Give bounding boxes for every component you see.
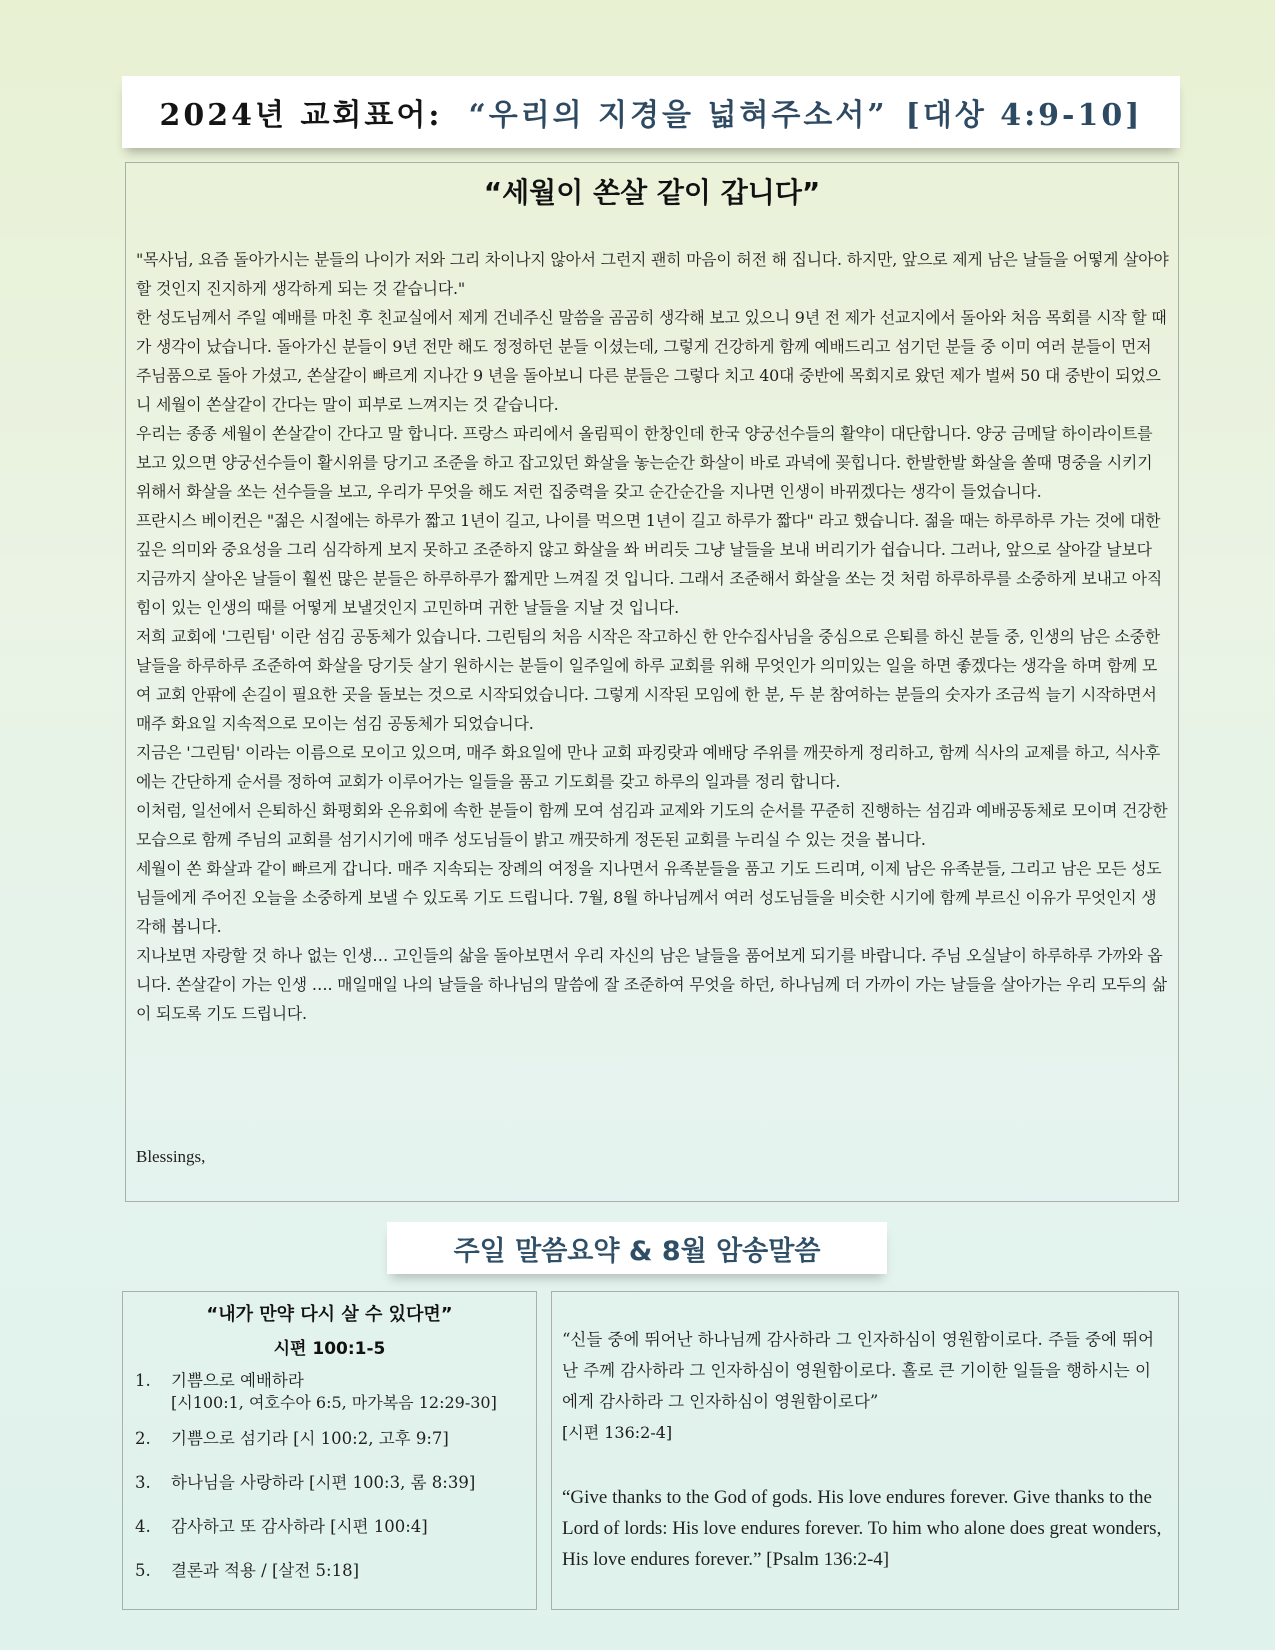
motto-text: “우리의 지경을 넓혀주소서” [468,98,888,133]
section-title: 주일 말씀요약 & 8월 암송말씀 [387,1222,887,1274]
point-number: 3. [135,1473,151,1492]
sermon-point [135,1516,530,1538]
sermon-title: “내가 만약 다시 살 수 있다면” [206,1304,453,1325]
sermon-point [135,1370,530,1414]
point-text: 결론과 적용 / [살전 5:18] [171,1561,360,1580]
pastor-letter [125,162,1179,1202]
church-motto-banner [122,76,1180,148]
letter-paragraph: 지나보면 자랑할 것 하나 없는 인생… 고인들의 삶을 돌아보면서 우리 자신의 남은 날들을 품어보게 되기를 바랍니다. 주님 오실날이 하루하루 가까와 옵니다. 쏜살같이 가는 인생 …. 매일매일 나의 날들을 하나님의 말씀에 잘 조준하여 무엇을 하던, 하나님께 더 가까이 가는 날들을 살아가는 우리 모두의 삶이 되도록 기도 드립니다. [136,946,1167,1023]
point-text: 감사하고 또 감사하라 [시편 100:4] [171,1517,428,1536]
point-number: 2. [135,1429,151,1448]
motto-label: 2024년 교회표어: [159,98,443,133]
sermon-point [135,1560,530,1582]
sermon-point [135,1428,530,1450]
memory-verse-korean-reference: [시편 136:2-4] [562,1423,673,1442]
point-subtext: [시100:1, 여호수아 6:5, 마가복음 12:29-30] [171,1393,497,1412]
memory-verse [551,1291,1179,1610]
point-number: 5. [135,1561,151,1580]
letter-body [136,245,1170,1028]
letter-paragraph: 이처럼, 일선에서 은퇴하신 화평회와 온유회에 속한 분들이 함께 모여 섬김과 교제와 기도의 순서를 꾸준히 진행하는 섬김과 예배공동체로 모이며 건강한 모습으로 함께 주님의 교회를 섬기시기에 매주 성도님들이 밝고 깨끗하게 정돈된 교회를 누리실 수 있는 것을 봅니다. [136,801,1168,849]
letter-paragraph: 지금은 '그린팀' 이라는 이름으로 모이고 있으며, 매주 화요일에 만나 교회 파킹랏과 예배당 주위를 깨끗하게 정리하고, 함께 식사의 교제를 하고, 식사후에는 간단하게 순서를 정하여 교회가 이루어가는 일들을 품고 기도회를 갖고 하루의 일과를 정리 합니다. [136,743,1161,791]
sermon-summary [122,1291,537,1610]
sermon-points [135,1370,530,1582]
motto-reference: [대상 4:9-10] [905,98,1143,133]
memory-verse-korean: “신들 중에 뛰어난 하나님께 감사하라 그 인자하심이 영원함이로다. 주들 중에 뛰어난 주께 감사하라 그 인자하심이 영원함이로다. 홀로 큰 기이한 일들을 행하시는 이에게 감사하라 그 인자하심이 영원함이로다” [562,1330,1155,1411]
point-number: 1. [135,1371,151,1390]
letter-paragraph: 한 성도님께서 주일 예배를 마친 후 친교실에서 제게 건네주신 말씀을 곰곰히 생각해 보고 있으니 9년 전 제가 선교지에서 돌아와 처음 목회를 시작 할 때가 생각이 났습니다. 돌아가신 분들이 9년 전만 해도 정정하던 분들 이셨는데, 그렇게 건강하게 함께 예배드리고 섬기던 분들 중 이미 여러 분들이 먼저 주님품으로 돌아 가셨고, 쏜살같이 빠르게 지나간 9 년을 돌아보니 다른 분들은 그렇다 치고 40대 중반에 목회지로 왔던 제가 벌써 50 대 중반이 되었으니 세월이 쏜살같이 간다는 말이 피부로 느껴지는 것 같습니다. [136,308,1167,414]
sermon-point [135,1472,530,1494]
point-text: 하나님을 사랑하라 [시편 100:3, 롬 8:39] [171,1473,476,1492]
letter-title: “세월이 쏜살 같이 갑니다” [483,176,821,209]
point-text: 기쁨으로 예배하라 [171,1371,304,1390]
letter-paragraph: 프란시스 베이컨은 "젊은 시절에는 하루가 짧고 1년이 길고, 나이를 먹으면 1년이 길고 하루가 짧다" 라고 했습니다. 젊을 때는 하루하루 가는 것에 대한 깊은 의미와 중요성을 그리 심각하게 보지 못하고 조준하지 않고 화살을 쏴 버리듯 그냥 날들을 보내 버리기가 쉽습니다. 그러나, 앞으로 살아갈 날보다 지금까지 살아온 날들이 훨씬 많은 분들은 하루하루가 짧게만 느껴질 것 입니다. 그래서 조준해서 화살을 쏘는 것 처럼 하루하루를 소중하게 보내고 아직 힘이 있는 인생의 때를 어떻게 보낼것인지 고민하며 귀한 날들을 지날 것 입니다. [136,511,1163,617]
letter-paragraph: 우리는 종종 세월이 쏜살같이 간다고 말 합니다. 프랑스 파리에서 올림픽이 한창인데 한국 양궁선수들의 활약이 대단합니다. 양궁 금메달 하이라이트를 보고 있으면 양궁선수들이 활시위를 당기고 조준을 하고 잡고있던 화살을 놓는순간 화살이 바로 과녁에 꽂힙니다. 한발한발 화살을 쏠때 명중을 시키기 위해서 화살을 쏘는 선수들을 보고, 우리가 무엇을 해도 저런 집중력을 갖고 순간순간을 지나면 인생이 바뀌겠다는 생각이 들었습니다. [136,424,1153,501]
sermon-reference: 시편 100:1-5 [273,1339,386,1359]
letter-paragraph: 저희 교회에 '그린팀' 이란 섬김 공동체가 있습니다. 그린팀의 처음 시작은 작고하신 한 안수집사님을 중심으로 은퇴를 하신 분들 중, 인생의 남은 소중한 날들을 하루하루 조준하여 화살을 당기듯 살기 원하시는 분들이 일주일에 하루 교회를 위해 무엇인가 의미있는 일을 하면 좋겠다는 생각을 하며 함께 모여 교회 안팎에 손길이 필요한 곳을 돌보는 것으로 시작되었습니다. 그렇게 시작된 모임에 한 분, 두 분 참여하는 분들의 숫자가 조금씩 늘기 시작하면서 매주 화요일 지속적으로 모이는 섬김 공동체가 되었습니다. [136,627,1161,733]
memory-verse-english: “Give thanks to the God of gods. His love endures forever. Give thanks to the Lord of lords: His love endures forever. To him who alone does great wonders, His love endures forever.” [Psalm 136:2-4] [562,1487,1162,1570]
letter-paragraph: "목사님, 요즘 돌아가시는 분들의 나이가 저와 그리 차이나지 않아서 그런지 괜히 마음이 허전 해 집니다. 하지만, 앞으로 제게 남은 날들을 어떻게 살아야 할 것인지 진지하게 생각하게 되는 것 같습니다." [136,250,1169,298]
letter-closing: Blessings, [136,1147,206,1166]
point-number: 4. [135,1517,151,1536]
letter-paragraph: 세월이 쏜 화살과 같이 빠르게 갑니다. 매주 지속되는 장례의 여정을 지나면서 유족분들을 품고 기도 드리며, 이제 남은 유족분들, 그리고 남은 모든 성도님들에게 주어진 오늘을 소중하게 보낼 수 있도록 기도 드립니다. 7월, 8월 하나님께서 여러 성도님들을 비슷한 시기에 함께 부르신 이유가 무엇인지 생각해 봅니다. [136,859,1162,936]
point-text: 기쁨으로 섬기라 [시 100:2, 고후 9:7] [171,1429,449,1448]
